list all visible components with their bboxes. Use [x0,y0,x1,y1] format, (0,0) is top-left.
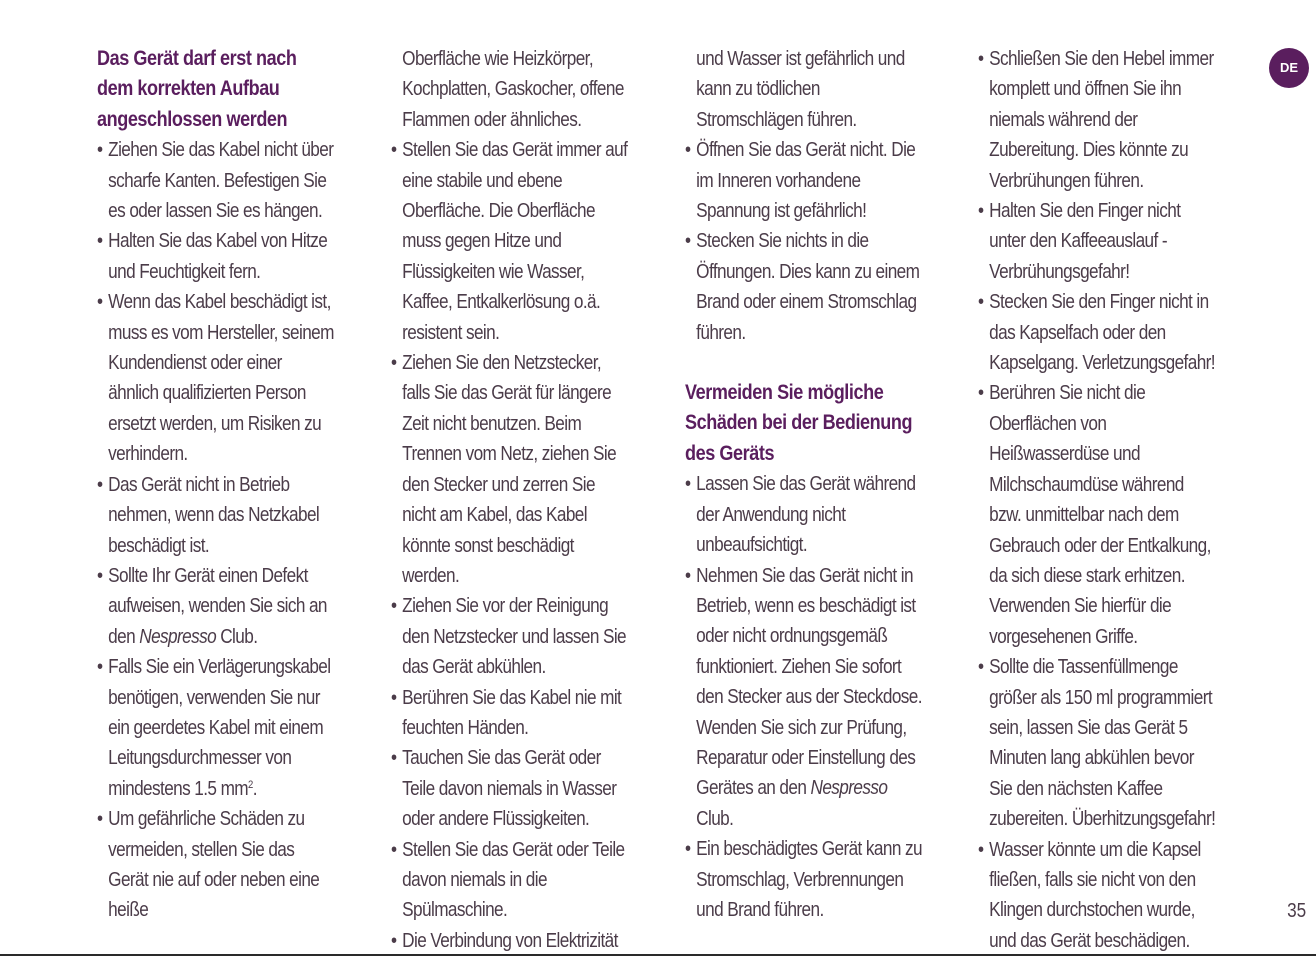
list-item: • Halten Sie den Finger nicht unter den Kaffeeauslauf -Verbrühungsgefahr! [978,196,1215,287]
item-text: Club. [216,625,258,648]
language-badge: DE [1269,48,1309,88]
item-text: Nehmen Sie das Gerät nicht in Betrieb, wenn es beschädigt ist oder nicht ordnungsgemäß funktioniert. Ziehen Sie sofort den Stecker aus der Steckdose. Wenden Sie sich zur Prüfung, Reparatur oder Einstellung des Gerätes an den [696,564,922,800]
list-item: • Schließen Sie den Hebel immer komplett und öffnen Sie ihn niemals während der Zubereitung. Dies könnte zu Verbrühungen führen. [978,44,1215,196]
list-item: • Berühren Sie nicht die Oberflächen von Heißwasserdüse und Milchschaumdüse während bzw. unmittelbar nach dem Gebrauch oder der Entkalkung, da sich diese stark erhitzen. Verwenden Sie hierfür die vorgesehenen Griffe. [978,378,1215,652]
item-text: Club. [696,807,734,830]
bullet-list [391,135,628,956]
list-item: • Ein beschädigtes Gerät kann zu Stromschlag, Verbrennungen und Brand führen. [685,834,922,925]
list-item [97,561,334,652]
bullet-list [978,44,1215,956]
bullet-list [97,135,334,926]
column-4 [978,44,1215,956]
list-item: • Tauchen Sie das Gerät oder Teile davon niemals in Wasser oder andere Flüssigkeiten. [391,743,628,834]
list-item: • Stecken Sie den Finger nicht in das Kapselfach oder den Kapselgang. Verletzungsgefahr! [978,287,1215,378]
superscript: 2 [248,778,253,791]
list-item: • Lassen Sie das Gerät während der Anwendung nicht unbeaufsichtigt. [685,469,922,560]
item-text: Falls Sie ein Verlägerungskabel benötigen, verwenden Sie nur ein geerdetes Kabel mit einem Leitungsdurchmesser von mindestens 1.5 mm [108,656,331,800]
list-item: • Das Gerät nicht in Betrieb nehmen, wenn das Netzkabel beschädigt ist. [97,470,334,561]
column-2 [391,44,628,956]
list-item [97,652,334,804]
list-item: • Sollte die Tassenfüllmenge größer als 150 ml programmiert sein, lassen Sie das Gerät 5 Minuten lang abkühlen bevor Sie den nächsten Kaffee zubereiten. Überhitzungsgefahr! [978,652,1215,834]
list-item: • Berühren Sie das Kabel nie mit feuchten Händen. [391,683,628,744]
list-item: • Halten Sie das Kabel von Hitze und Feuchtigkeit fern. [97,226,334,287]
section-heading-operation: Vermeiden Sie mögliche Schäden bei der Bedienung des Geräts [685,381,913,465]
column-3 [685,44,922,925]
list-item: • Ziehen Sie den Netzstecker, falls Sie das Gerät für längere Zeit nicht benutzen. Beim Trennen vom Netz, ziehen Sie den Stecker und zerren Sie nicht am Kabel, das Kabel könnte sonst beschädigt werden. [391,348,628,591]
bottom-divider [0,954,1316,956]
list-item: • Ziehen Sie das Kabel nicht über scharfe Kanten. Befestigen Sie es oder lassen Sie es hängen. [97,135,334,226]
list-item: • Öffnen Sie das Gerät nicht. Die im Inneren vorhandene Spannung ist gefährlich! [685,135,922,226]
brand-name: Nespresso [139,625,217,648]
continued-text: Oberfläche wie Heizkörper, Kochplatten, Gaskocher, offene Flammen oder ähnliches. [402,48,624,131]
section-heading-connection: Das Gerät darf erst nach dem korrekten Aufbau angeschlossen werden [97,47,297,131]
list-item: • Stecken Sie nichts in die Öffnungen. Dies kann zu einem Brand oder einem Stromschlag führen. [685,226,922,348]
list-item: • Stellen Sie das Gerät immer auf eine stabile und ebene Oberfläche. Die Oberfläche muss gegen Hitze und Flüssigkeiten wie Wasser, Kaffee, Entkalkerlösung o.ä. resistent sein. [391,135,628,348]
brand-name: Nespresso [810,777,888,800]
list-item: • Ziehen Sie vor der Reinigung den Netzstecker und lassen Sie das Gerät abkühlen. [391,591,628,682]
continued-text: und Wasser ist gefährlich und kann zu tödlichen Stromschlägen führen. [696,48,905,131]
list-item: • Um gefährliche Schäden zu vermeiden, stellen Sie das Gerät nie auf oder neben eine heiße [97,804,334,926]
page-number: 35 [1286,900,1306,922]
bullet-list [685,469,922,925]
item-text: . [252,777,257,800]
column-1 [97,44,334,926]
list-item: • Stellen Sie das Gerät oder Teile davon niemals in die Spülmaschine. [391,835,628,926]
list-item [685,561,922,835]
item-text: Sollte Ihr Gerät einen Defekt aufweisen, wenden Sie sich an den [108,564,327,648]
list-item: • Wenn das Kabel beschädigt ist, muss es vom Hersteller, seinem Kundendienst oder einer ähnlich qualifizierten Person ersetzt werden, um Risiken zu verhindern. [97,287,334,469]
bullet-list [685,135,922,348]
list-item: • Die Verbindung von Elektrizität [391,926,628,956]
list-item: • Wasser könnte um die Kapsel fließen, falls sie nicht von den Klingen durchstochen wurde, und das Gerät beschädigen. [978,835,1215,957]
